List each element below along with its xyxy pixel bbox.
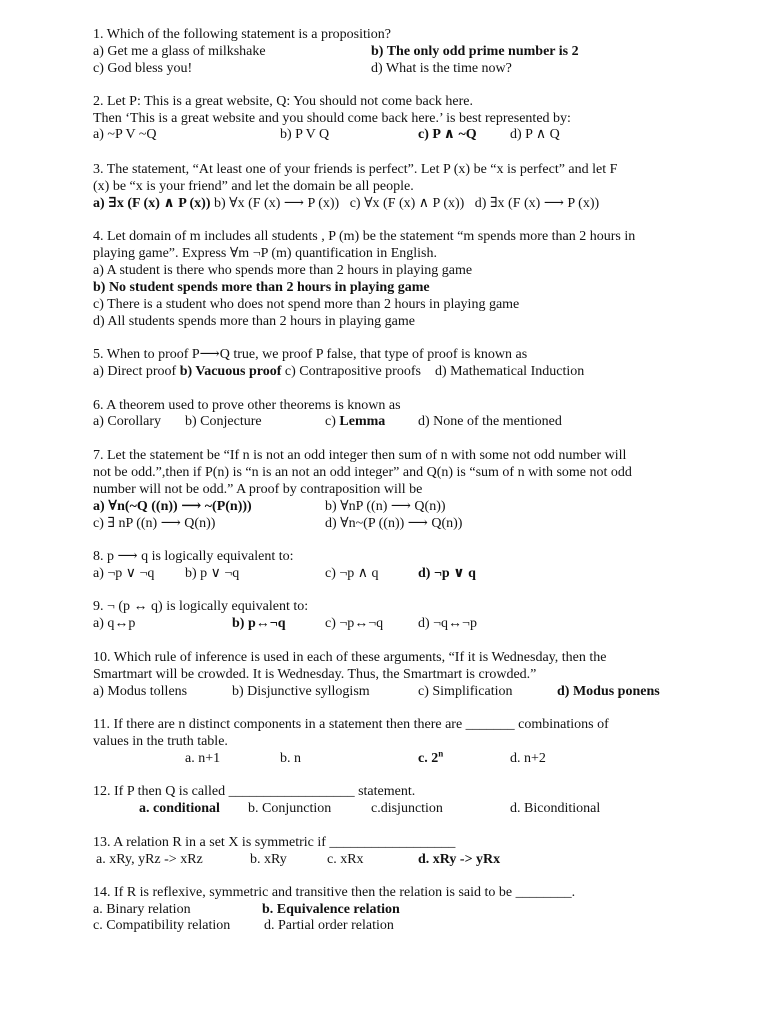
question-3-stem-line-2: (x) be “x is your friend” and let the domain be all people. (93, 179, 414, 194)
question-7-option-a-answer: a) ∀n(~Q ((n)) ⟶ ~(P(n))) (93, 499, 252, 514)
question-2-stem-line-2: Then ‘This is a great website and you should come back here.’ is best represented by: (93, 111, 571, 126)
question-10-option-d-answer: d) Modus ponens (557, 684, 660, 699)
question-7-stem-line-2: not be odd.”,then if P(n) is “n is an not an odd integer” and Q(n) is “sum of n with some not odd (93, 465, 632, 480)
question-2-option-d: d) P ∧ Q (510, 127, 560, 142)
question-11-option-c-exponent: n (438, 748, 444, 759)
question-2-option-a: a) ~P V ~Q (93, 127, 157, 142)
question-13-option-a: a. xRy, yRz -> xRz (96, 852, 203, 867)
question-7-option-c: c) ∃ nP ((n) ⟶ Q(n)) (93, 516, 216, 531)
question-11-option-a: a. n+1 (185, 751, 221, 766)
question-3-option-a-answer: a) ∃x (F (x) ∧ P (x)) (93, 196, 211, 211)
question-5-option-b-answer: b) Vacuous proof (179, 364, 282, 379)
question-11-option-b: b. n (280, 751, 301, 766)
question-9-option-a: a) q↔p (93, 616, 136, 631)
question-11-option-c-base: c. 2 (418, 751, 439, 766)
question-7-option-b: b) ∀nP ((n) ⟶ Q(n)) (325, 499, 446, 514)
question-13-option-b: b. xRy (250, 852, 287, 867)
question-6-stem: 6. A theorem used to prove other theorems is known as (93, 398, 401, 413)
question-6-option-d: d) None of the mentioned (418, 414, 562, 429)
question-1-stem: 1. Which of the following statement is a proposition? (93, 27, 391, 42)
question-10-option-a: a) Modus tollens (93, 684, 188, 699)
question-10-stem-line-2: Smartmart will be crowded. It is Wednesday. Thus, the Smartmart is crowded.” (93, 667, 537, 682)
question-5-options-rest: c) Contrapositive proofs d) Mathematical Induction (281, 364, 585, 379)
question-12-option-a-answer: a. conditional (139, 801, 220, 816)
question-8-option-c: c) ¬p ∧ q (325, 566, 379, 581)
question-11-option-d: d. n+2 (510, 751, 546, 766)
question-12-option-c: c.disjunction (371, 801, 443, 816)
question-3-options-rest: b) ∀x (F (x) ⟶ P (x)) c) ∀x (F (x) ∧ P (x)) d) ∃x (F (x) ⟶ P (x)) (210, 196, 600, 211)
question-4-stem-line-2: playing game”. Express ∀m ¬P (m) quantification in English. (93, 246, 437, 261)
question-7-stem-line-3: number will not be odd.” A proof by contraposition will be (93, 482, 423, 497)
question-4-option-d: d) All students spends more than 2 hours in playing game (93, 314, 415, 329)
question-1-option-d: d) What is the time now? (371, 61, 512, 76)
question-2-stem-line-1: 2. Let P: This is a great website, Q: You should not come back here. (93, 94, 474, 109)
question-12-option-b: b. Conjunction (248, 801, 332, 816)
question-8-option-b: b) p ∨ ¬q (185, 566, 240, 581)
question-6-option-c-prefix: c) (325, 414, 340, 429)
question-9-option-c: c) ¬p↔¬q (325, 616, 384, 631)
question-11-stem-line-1: 11. If there are n distinct components in a statement then there are _______ combinations of (93, 717, 609, 732)
question-14-option-b-answer: b. Equivalence relation (262, 902, 400, 917)
question-11-stem-line-2: values in the truth table. (93, 734, 228, 749)
question-1-option-a: a) Get me a glass of milkshake (93, 44, 266, 59)
question-14-stem: 14. If R is reflexive, symmetric and transitive then the relation is said to be ________. (93, 885, 576, 900)
question-10-option-b: b) Disjunctive syllogism (232, 684, 370, 699)
question-12-stem: 12. If P then Q is called __________________ statement. (93, 784, 416, 799)
question-11-option-c-answer (418, 750, 443, 767)
question-6-option-c (325, 413, 385, 430)
question-3-options (93, 195, 599, 212)
question-1-option-b-answer: b) The only odd prime number is 2 (371, 44, 579, 59)
question-10-option-c: c) Simplification (418, 684, 513, 699)
question-8-option-a: a) ¬p ∨ ¬q (93, 566, 155, 581)
question-10-stem-line-1: 10. Which rule of inference is used in each of these arguments, “If it is Wednesday, then the (93, 650, 607, 665)
question-6-option-c-answer: Lemma (339, 414, 386, 429)
question-12-option-d: d. Biconditional (510, 801, 601, 816)
question-4-option-b-answer: b) No student spends more than 2 hours in playing game (93, 280, 430, 295)
question-14-option-a: a. Binary relation (93, 902, 191, 917)
question-13-option-c: c. xRx (327, 852, 364, 867)
question-8-option-d-answer: d) ¬p ∨ q (418, 566, 476, 581)
question-9-option-b-answer: b) p↔¬q (232, 616, 286, 631)
question-7-stem-line-1: 7. Let the statement be “If n is not an odd integer then sum of n with some not odd number will (93, 448, 627, 463)
question-3-stem-line-1: 3. The statement, “At least one of your friends is perfect”. Let P (x) be “x is perfect” and let F (93, 162, 618, 177)
question-9-stem: 9. ¬ (p ↔ q) is logically equivalent to: (93, 599, 309, 614)
question-14-option-d: d. Partial order relation (264, 918, 394, 933)
question-4-option-c: c) There is a student who does not spend more than 2 hours in playing game (93, 297, 520, 312)
question-5-stem: 5. When to proof P⟶Q true, we proof P false, that type of proof is known as (93, 347, 528, 362)
question-13-option-d-answer: d. xRy -> yRx (418, 852, 501, 867)
question-1-option-c: c) God bless you! (93, 61, 193, 76)
question-5-option-a: a) Direct proof (93, 364, 180, 379)
question-4-stem-line-1: 4. Let domain of m includes all students , P (m) be the statement “m spends more than 2 hours in (93, 229, 636, 244)
question-4-option-a: a) A student is there who spends more than 2 hours in playing game (93, 263, 473, 278)
question-6-option-b: b) Conjecture (185, 414, 262, 429)
question-7-option-d: d) ∀n~(P ((n)) ⟶ Q(n)) (325, 516, 463, 531)
question-8-stem: 8. p ⟶ q is logically equivalent to: (93, 549, 294, 564)
question-5-options (93, 363, 584, 380)
question-2-option-b: b) P V Q (280, 127, 330, 142)
question-13-stem: 13. A relation R in a set X is symmetric if __________________ (93, 835, 456, 850)
question-14-option-c: c. Compatibility relation (93, 918, 231, 933)
question-2-option-c-answer: c) P ∧ ~Q (418, 127, 477, 142)
question-9-option-d: d) ¬q↔¬p (418, 616, 477, 631)
question-6-option-a: a) Corollary (93, 414, 162, 429)
